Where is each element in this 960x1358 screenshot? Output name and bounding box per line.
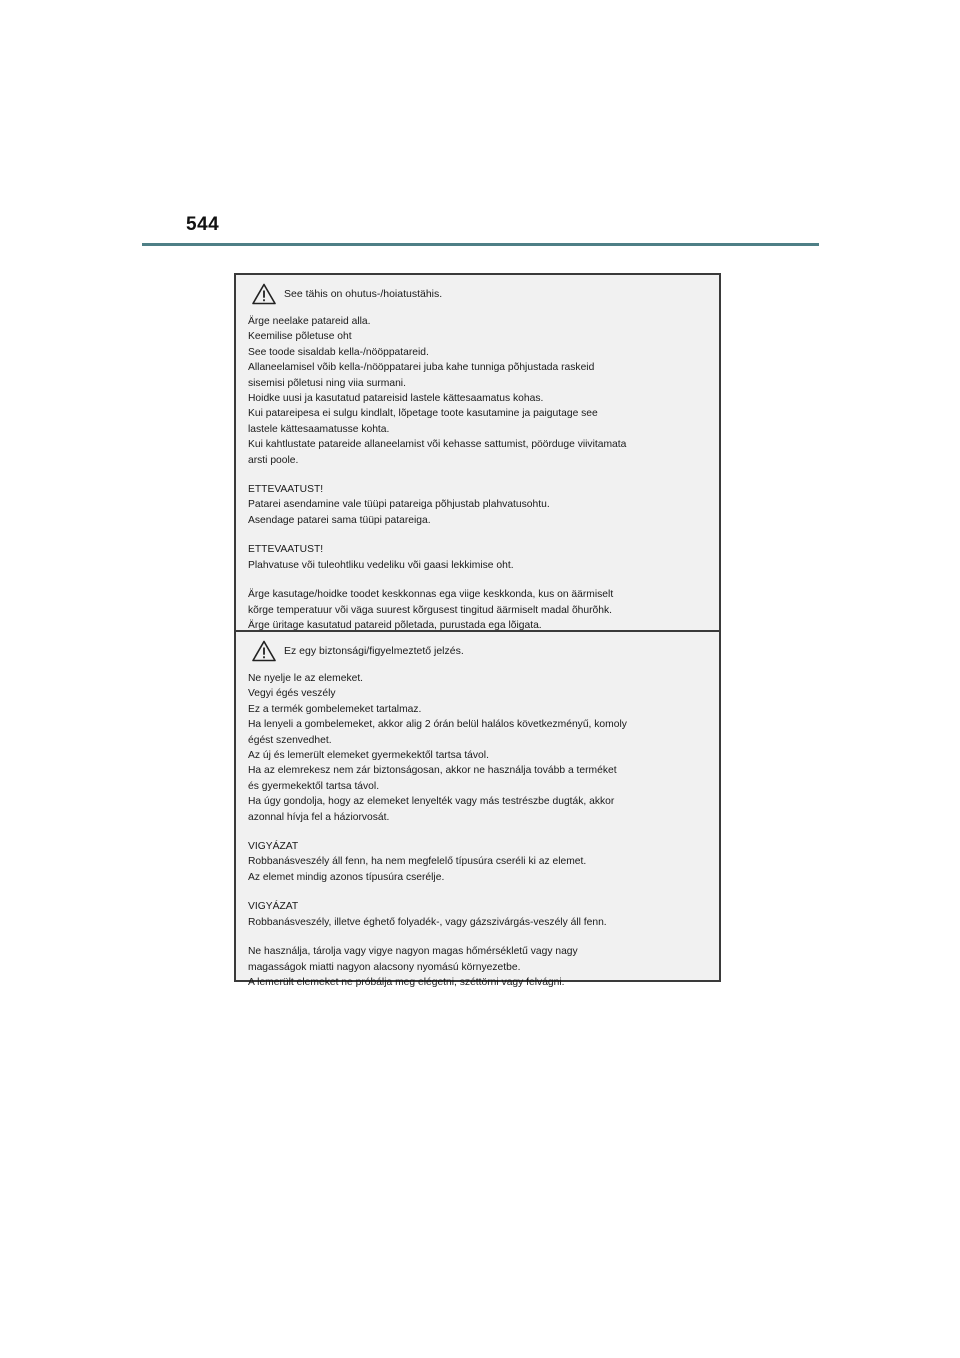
text-line: arsti poole. — [248, 454, 299, 466]
text-line: Ha lenyeli a gombelemeket, akkor alig 2 órán belül halálos következményű, komoly — [248, 719, 627, 731]
text-line: Ha az elemrekesz nem zár biztonságosan, akkor ne használja tovább a terméket — [248, 765, 617, 777]
text-line: ETTEVAATUST! — [248, 484, 324, 496]
hungarian-heading: Ez egy biztonsági/figyelmeztető jelzés. — [284, 645, 464, 657]
text-line: Patarei asendamine vale tüüpi patareiga põhjustab plahvatusohtu. — [248, 499, 550, 511]
text-line: Ha úgy gondolja, hogy az elemeket lenyelték vagy más testrészbe dugták, akkor — [248, 796, 615, 808]
text-line: Asendage patarei sama tüüpi patareiga. — [248, 514, 431, 526]
header-rule — [142, 243, 819, 246]
text-line: Keemilise põletuse oht — [248, 331, 352, 343]
text-line: ETTEVAATUST! — [248, 544, 324, 556]
text-line: Ne nyelje le az elemeket. — [248, 673, 364, 684]
text-line: Ez a termék gombelemeket tartalmaz. — [248, 703, 422, 715]
text-line: Ärge üritage kasutatud patareid põletada, purustada ega lõigata. — [248, 619, 542, 631]
hungarian-heading-row — [248, 637, 707, 665]
estonian-heading: See tähis on ohutus-/hoiatustähis. — [284, 288, 443, 300]
text-line: VIGYÁZAT — [248, 901, 299, 913]
text-line: magasságok miatti nagyon alacsony nyomású környezetbe. — [248, 961, 521, 973]
text-line: Plahvatuse või tuleohtliku vedeliku või gaasi lekkimise oht. — [248, 559, 514, 571]
text-line: VIGYÁZAT — [248, 841, 299, 853]
hungarian-warning-section — [236, 630, 719, 988]
text-line: Az új és lemerült elemeket gyermekektől tartsa távol. — [248, 750, 489, 762]
text-line: Hoidke uusi ja kasutatud patareisid lastele kättesaamatus kohas. — [248, 393, 544, 405]
text-line: Kui kahtlustate patareide allaneelamist või kehasse sattumist, pöörduge viivitamata — [248, 439, 627, 451]
text-line: Ärge kasutage/hoidke toodet keskkonnas ega viige keskkonda, kus on äärmiselt — [248, 589, 614, 601]
text-line: Ne használja, tárolja vagy vigye nagyon magas hőmérsékletű vagy nagy — [248, 946, 578, 958]
text-line: lastele kättesaamatusse kohta. — [248, 423, 390, 435]
text-line: kõrge temperatuur või väga suurest kõrgusest tingitud äärmiselt madal õhurõhk. — [248, 604, 613, 616]
estonian-block-environment — [248, 587, 707, 633]
estonian-block-caution-explosion — [248, 542, 707, 573]
estonian-heading-row — [248, 280, 707, 308]
battery-warning-notice — [234, 273, 721, 988]
hungarian-block-environment — [248, 944, 707, 990]
estonian-warning-section — [236, 275, 719, 630]
warning-triangle-icon — [252, 283, 276, 305]
estonian-block-ingestion — [248, 314, 707, 468]
text-line: és gyermekektől tartsa távol. — [248, 780, 380, 792]
warning-triangle-icon — [252, 640, 276, 662]
hungarian-block-ingestion — [248, 671, 707, 825]
page-number: 544 — [186, 214, 220, 235]
hungarian-block-caution-replacement — [248, 839, 707, 885]
estonian-block-caution-replacement — [248, 482, 707, 528]
text-line: See toode sisaldab kella-/nööppatareid. — [248, 346, 429, 358]
text-line: A lemerült elemeket ne próbálja meg elégetni, széttörni vagy felvágni. — [248, 976, 565, 988]
text-line: Robbanásveszély áll fenn, ha nem megfelelő típusúra cseréli ki az elemet. — [248, 856, 587, 868]
text-line: Robbanásveszély, illetve éghető folyadék-, vagy gázszivárgás-veszély áll fenn. — [248, 916, 607, 928]
text-line: égést szenvedhet. — [248, 734, 332, 746]
text-line: Allaneelamisel võib kella-/nööppatarei juba kahe tunniga põhjustada raskeid — [248, 362, 595, 374]
text-line: azonnal hívja fel a háziorvosát. — [248, 811, 390, 823]
text-line: sisemisi põletusi ning viia surmani. — [248, 377, 406, 389]
text-line: Kui patareipesa ei sulgu kindlalt, lõpetage toote kasutamine ja paigutage see — [248, 408, 598, 420]
text-line: Az elemet mindig azonos típusúra cserélje. — [248, 871, 445, 883]
text-line: Vegyi égés veszély — [248, 688, 336, 700]
text-line: Ärge neelake patareid alla. — [248, 316, 371, 327]
hungarian-block-caution-explosion — [248, 899, 707, 930]
